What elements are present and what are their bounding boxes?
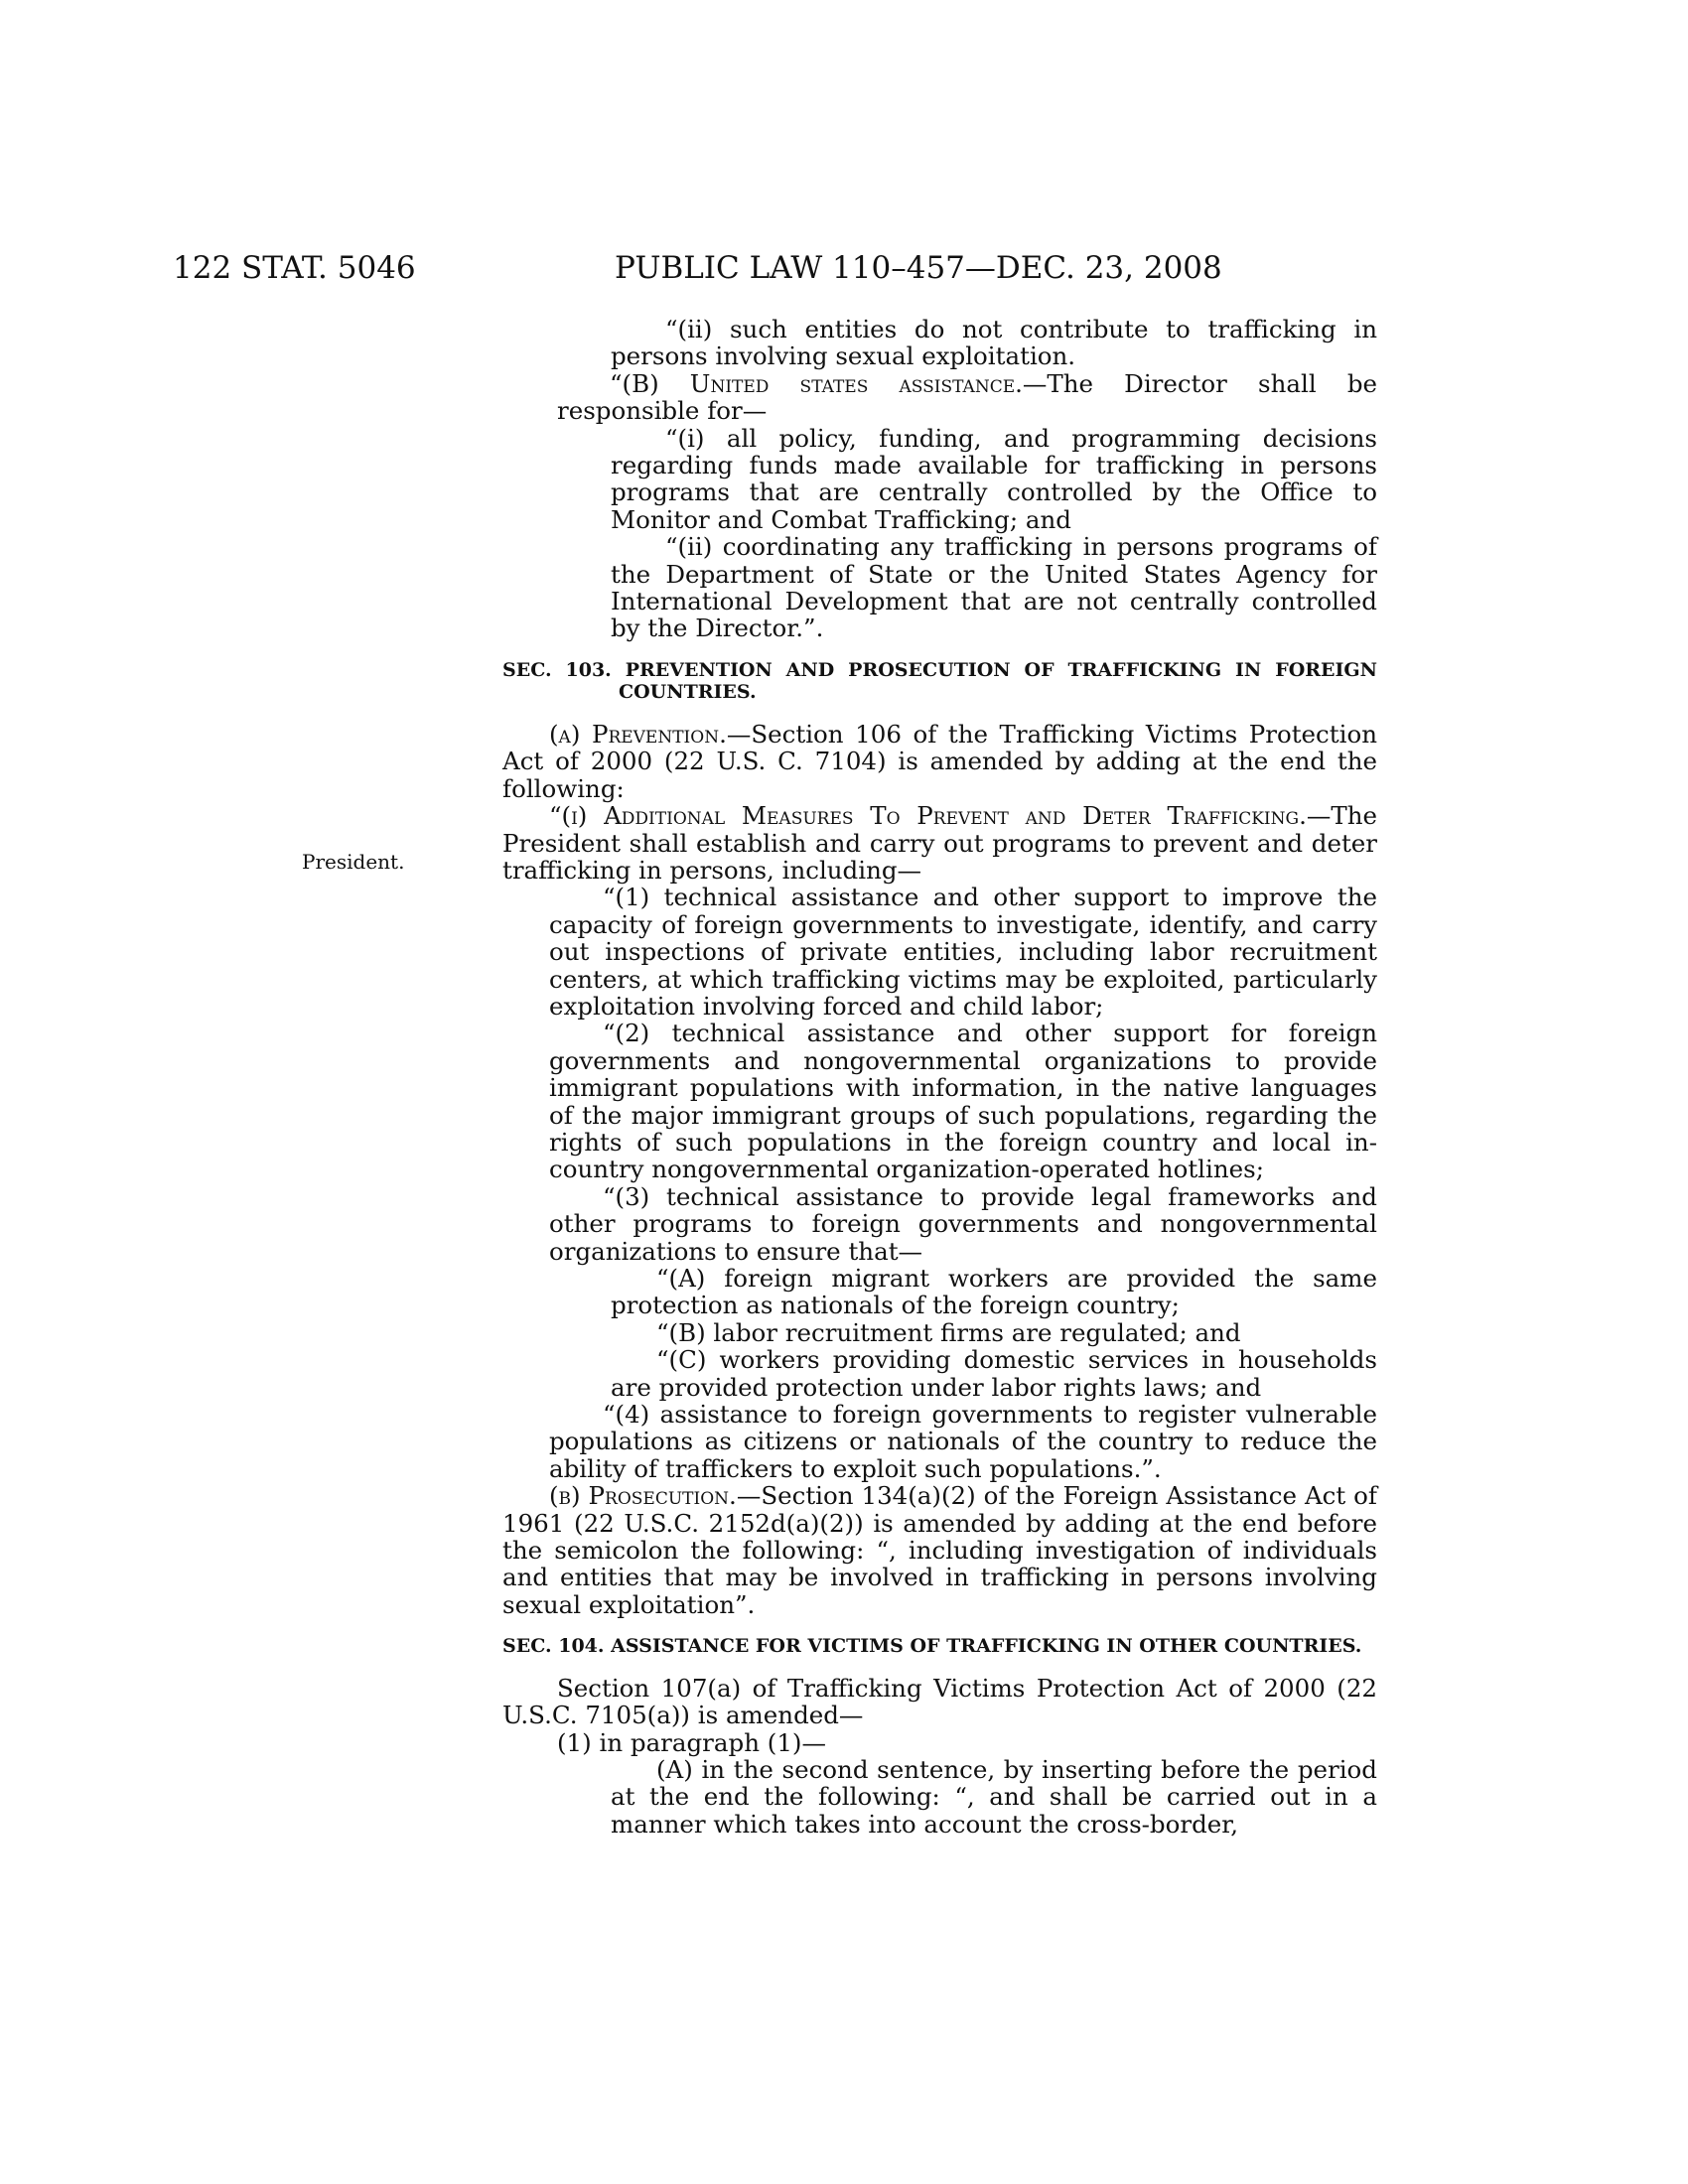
subsection-b-heading: (b) Prosecution. [549,1481,737,1511]
subsection-b-prosecution [502,1482,1377,1618]
subparagraph-b-us-assistance [502,370,1377,425]
running-header: PUBLIC LAW 110–457—DEC. 23, 2008 [615,250,1222,286]
clause-ii-coordinating: “(ii) coordinating any trafficking in persons programs of the Department of State or the United States Agency for International Development that are not centrally controlled by the Director.”. [611,532,1377,643]
section-107-amendment: Section 107(a) of Trafficking Victims Protection Act of 2000 (22 U.S.C. 7105(a)) is amended— [502,1673,1377,1730]
paragraph-2-immigrant-information: “(2) technical assistance and other support for foreign governments and nongovernmental organizations to provide immigrant populations with information, in the native languages of the major immigrant groups of such populations, regarding the rights of such populations in the foreign country and local in-country nongovernmental organization-operated hotlines; [549,1019,1377,1184]
subparagraph-b-heading: “(B) United states assistance. [610,368,1023,398]
subparagraph-a-second-sentence: (A) in the second sentence, by inserting before the period at the end the following: “, and shall be carried out in a manner which takes into account the cross-border, [611,1755,1377,1839]
subsection-i-heading: “(i) Additional Measures To Prevent and Deter Trafficking. [549,801,1307,831]
subparagraph-c-domestic-workers: “(C) workers providing domestic services in households are provided protection under labor rights laws; and [611,1345,1377,1402]
subsection-a-prevention [502,721,1377,802]
subsection-b-text: —Section 134(a)(2) of the Foreign Assistance Act of 1961 (22 U.S.C. 2152d(a)(2)) is amended by adding at the end before the semicolon the following: “, including investigation of individuals and entities that may be involved in trafficking in persons involving sexual exploitation”. [502,1481,1377,1619]
subparagraph-b-recruitment-firms: “(B) labor recruitment firms are regulated; and [656,1317,1241,1347]
clause-ii-sexual-exploitation: “(ii) such entities do not contribute to trafficking in persons involving sexual exploitation. [611,315,1377,371]
paragraph-1-intro: (1) in paragraph (1)— [557,1727,826,1757]
margin-note: President. [302,850,405,874]
paragraph-3-legal-frameworks: “(3) technical assistance to provide legal frameworks and other programs to foreign governments and nongovernmental organizations to ensure that— [549,1181,1377,1266]
clause-i-policy-funding: “(i) all policy, funding, and programming decisions regarding funds made available for trafficking in persons programs that are centrally controlled by the Office to Monitor and Combat Trafficking; and [611,423,1377,534]
paragraph-1-technical-assistance: “(1) technical assistance and other support to improve the capacity of foreign governments to investigate, identify, and carry out inspections of private entities, including labor recruitment centers, at which trafficking victims may be exploited, particularly exploitation involving forced and child labor; [549,883,1377,1021]
subparagraph-a-migrant-workers: “(A) foreign migrant workers are provided the same protection as nationals of the foreign country; [611,1264,1377,1320]
subsection-i-additional-measures [502,802,1377,884]
statute-page-number: 122 STAT. 5046 [173,250,416,286]
section-103-heading: SEC. 103. PREVENTION AND PROSECUTION OF TRAFFICKING IN FOREIGN COUNTRIES. [502,658,1377,704]
subsection-i-text: —The President shall establish and carry out programs to prevent and deter trafficking in persons, including— [502,801,1377,885]
subsection-a-text: —Section 106 of the Trafficking Victims Protection Act of 2000 (22 U.S. C. 7104) is amended by adding at the end the following: [502,719,1377,803]
section-104-heading: SEC. 104. ASSISTANCE FOR VICTIMS OF TRAFFICKING IN OTHER COUNTRIES. [502,1635,1362,1658]
subsection-a-heading: (a) Prevention. [549,719,727,749]
paragraph-4-register-populations: “(4) assistance to foreign governments to register vulnerable populations as citizens or nationals of the country to reduce the ability of traffickers to exploit such populations.”. [549,1400,1377,1483]
document-body [502,316,1377,1838]
subparagraph-b-text: —The Director shall be responsible for— [557,368,1377,426]
